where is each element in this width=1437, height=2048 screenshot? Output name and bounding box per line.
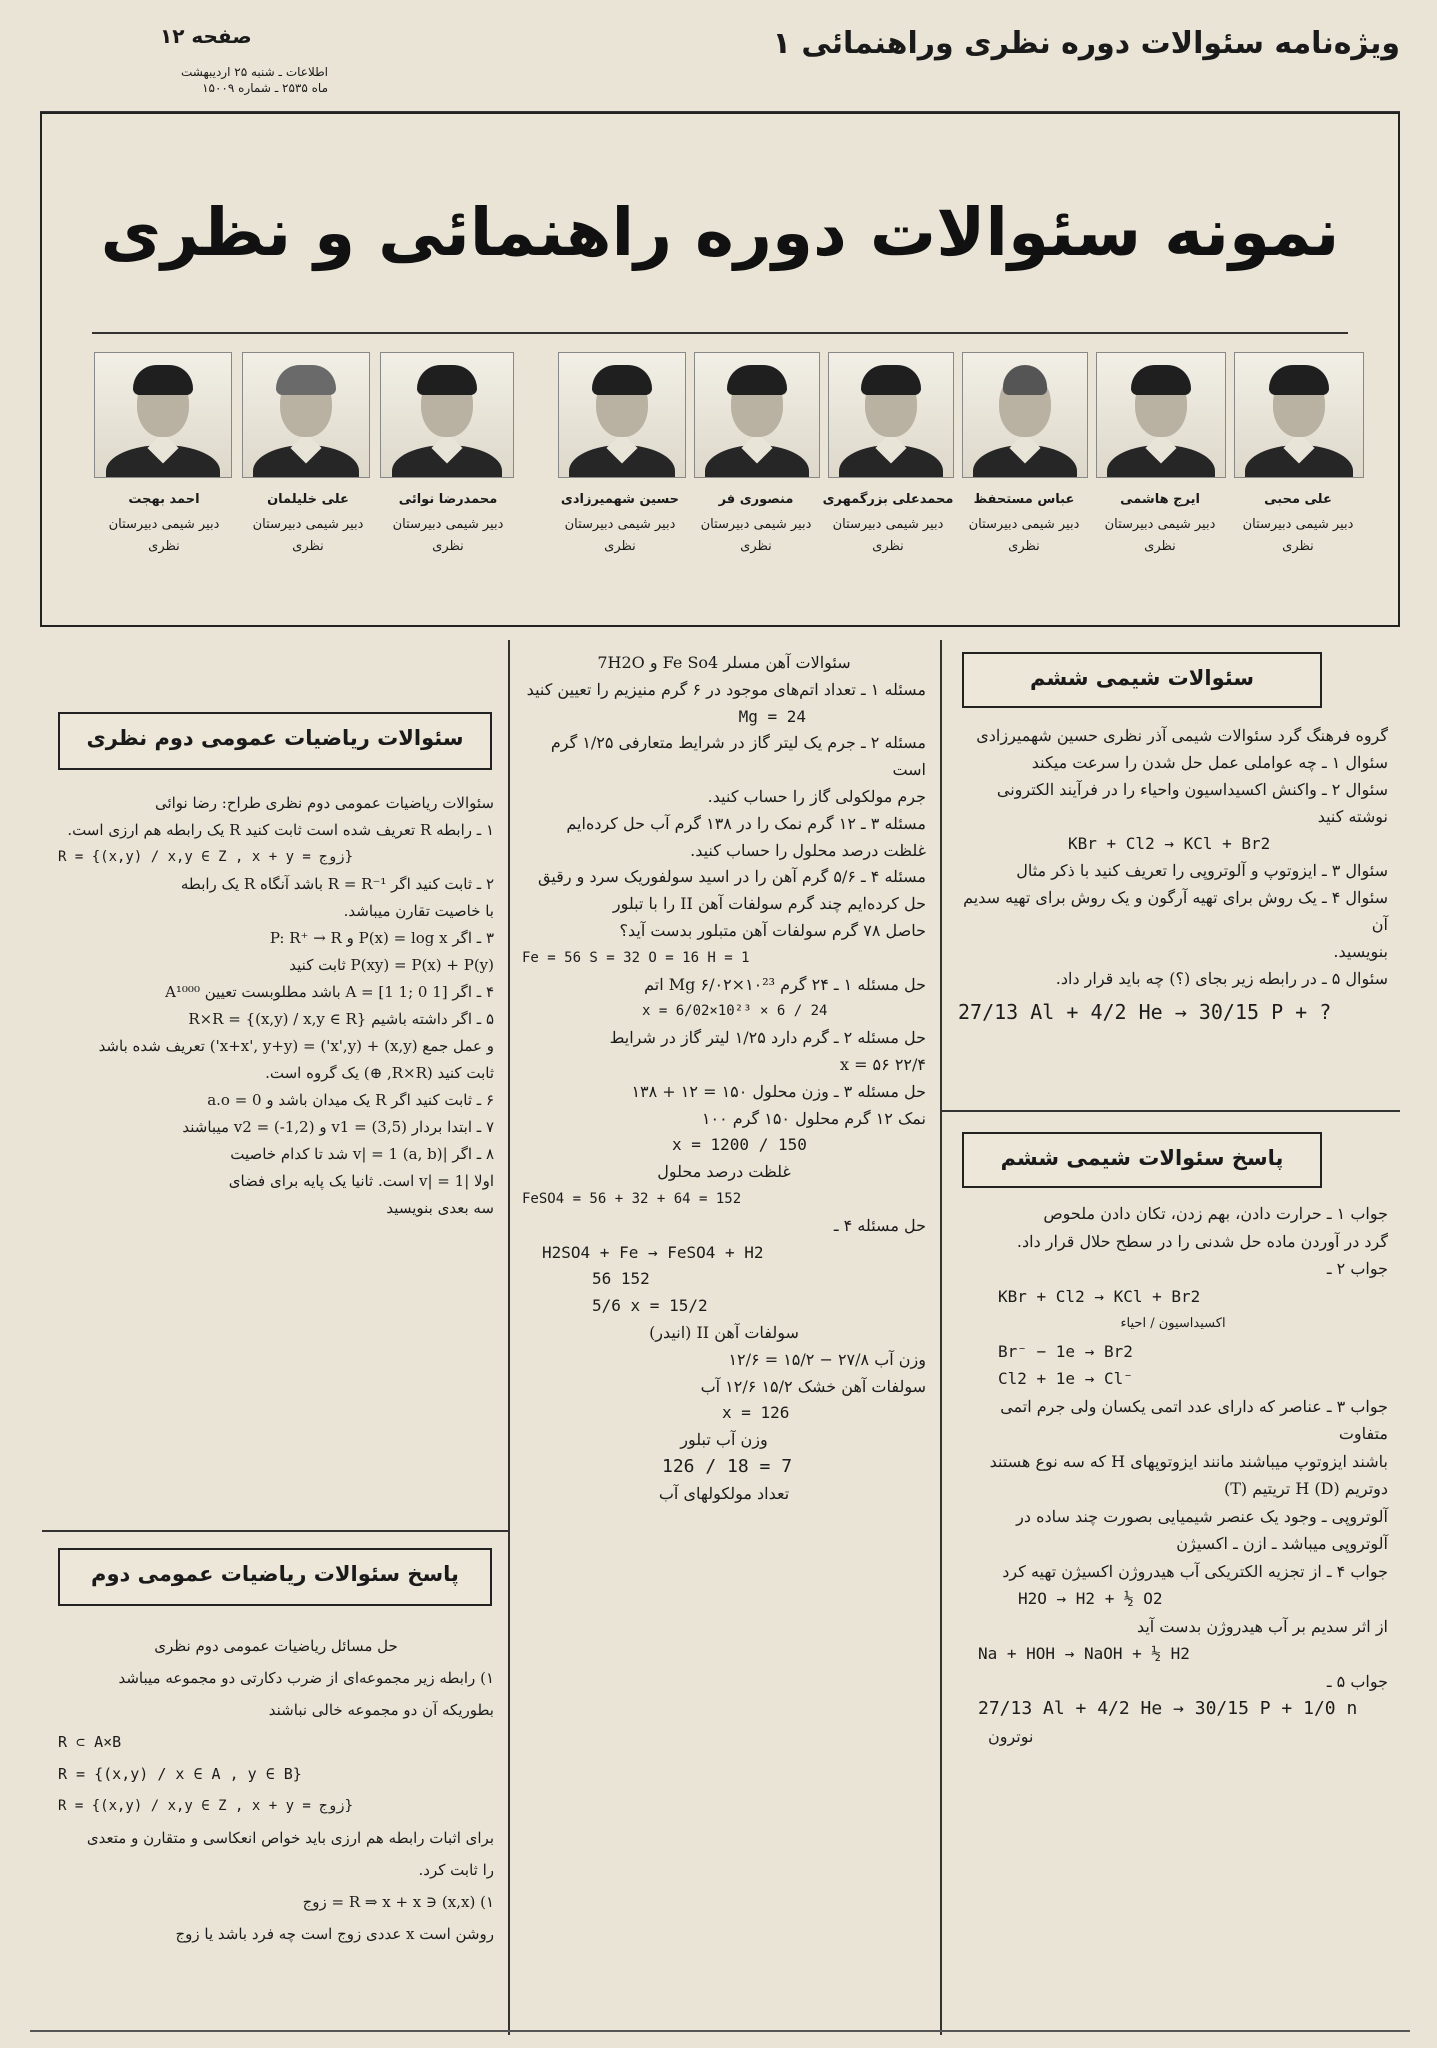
teacher-photo — [94, 352, 232, 478]
teacher-name: عباس مستحفظ — [973, 492, 1075, 507]
title-divider — [92, 332, 1348, 334]
middle-problems: سئوالات آهن مسلر Fe So4 و 7H2O مسئله ۱ ـ تعداد اتم‌های موجود در ۶ گرم منیزیم را تعیین کنید Mg = 24 مسئله ۲ ـ جرم یک لیتر گاز در شرایط متعارفی ۱/۲۵ گرم است جرم مولکولی گاز را حساب کنید. مسئله ۳ ـ ۱۲ گرم نمک را در ۱۳۸ گرم آب حل کرده‌ایم غلظت درصد محلول را حساب کنید. مسئله ۴ ـ ۵/۶ گرم آهن را در اسید سولفوریک سرد و رقیق حل کرده‌ایم چند گرم سولفات آهن II را با تبلور حاصل ۷۸ گرم سولفات آهن متبلور بدست آید؟ Fe = 56 S = 32 O = 16 H = 1 حل مسئله ۱ ـ ۲۴ گرم Mg ۶/۰۲×۱۰²³ اتم x = 6/02×10²³ × 6 / 24 حل مسئله ۲ ـ گرم دارد ۱/۲۵ لیتر گاز در شرایط x = ۵۶ ۲۲/۴ حل مسئله ۳ ـ وزن محلول ۱۵۰ = ۱۲ + ۱۳۸ نمک ۱۲ گرم محلول ۱۵۰ گرم ۱۰۰ x = 1200 / 150 غلظت درصد محلول FeSO4 = 56 + 32 + 64 = 152 حل مسئله ۴ ـ H2SO4 + Fe → FeSO4 + H2 56 152 5/6 x = 15/2 سولفات آهن II (انیدر) وزن آب ۲۷/۸ − ۱۵/۲ = ۱۲/۶ سولفات آهن خشک ۱۵/۲ ۱۲/۶ آب x = 126 وزن آب تبلور 126 / 18 = 7 تعداد مولکولهای آب — [522, 653, 926, 1503]
section-divider — [942, 1110, 1400, 1112]
teacher-photo — [558, 352, 686, 478]
teacher-name: منصوری فر — [718, 492, 794, 507]
teacher-role: دبیر شیمی دبیرستان نظری — [968, 517, 1080, 554]
teacher-role: دبیر شیمی دبیرستان نظری — [700, 517, 812, 554]
teacher-name: حسین شهمیرزادی — [560, 492, 680, 507]
supplement-title: ویژه‌نامه سئوالات دوره نظری وراهنمائی ۱ — [772, 26, 1400, 61]
teacher-role: دبیر شیمی دبیرستان نظری — [1242, 517, 1354, 554]
column-divider — [508, 640, 510, 2035]
teacher-role: دبیر شیمی دبیرستان نظری — [392, 517, 504, 554]
teacher-role: دبیر شیمی دبیرستان نظری — [252, 517, 364, 554]
chem-answers-body: جواب ۱ ـ حرارت دادن، بهم زدن، تکان دادن ملحوص گرد در آوردن ماده حل شدنی را در سطح حلال قرار داد. جواب ۲ ـ KBr + Cl2 → KCl + Br2 اکسیداسیون / احیاء Br⁻ − 1e → Br2 Cl2 + 1e → Cl⁻ جواب ۳ ـ عناصر که دارای عدد اتمی یکسان ولی جرم اتمی متفاوت باشند ایزوتوپ میباشند مانند ایزوتوپهای H که سه نوع هستند دوتریم (D) H تریتیم (T) آلوتروپی ـ وجود یک عنصر شیمیایی بصورت چند ساده در آلوتروپی میباشد ـ ازن ـ اکسیژن جواب ۴ ـ از تجزیه الکتریکی آب هیدروژن اکسیژن تهیه کرد H2O → H2 + ½ O2 از اثر سدیم بر آب هیدروژن بدست آید Na + HOH → NaOH + ½ H2 جواب ۵ ـ 27/13 Al + 4/2 He → 30/15 P + 1/0 n نوترون — [978, 1204, 1388, 1746]
math-answers-heading: پاسخ سئوالات ریاضیات عمومی دوم — [58, 1548, 492, 1606]
issue-number: ماه ۲۵۳۵ ـ شماره ۱۵۰۰۹ — [202, 81, 328, 95]
teacher-name: احمد بهجت — [128, 492, 200, 507]
teacher-name: ایرج هاشمی — [1120, 492, 1200, 507]
teacher-photo — [828, 352, 954, 478]
teacher-photo — [962, 352, 1088, 478]
teacher-photo — [1096, 352, 1226, 478]
masthead — [40, 18, 1400, 113]
math-questions-heading: سئوالات ریاضیات عمومی دوم نظری — [58, 712, 492, 770]
teacher-name: محمدرضا نوائی — [398, 492, 498, 507]
teacher-photo — [380, 352, 514, 478]
chem-questions-body: گروه فرهنگ گرد سئوالات شیمی آذر نظری حسین شهمیرزادی سئوال ۱ ـ چه عواملی عمل حل شدن را سرعت میکند سئوال ۲ ـ واکنش اکسیداسیون واحیاء را در فرآیند الکترونی نوشته کنید KBr + Cl2 → KCl + Br2 سئوال ۳ ـ ایزوتوپ و آلوتروپی را تعریف کنید با ذکر مثال سئوال ۴ ـ یک روش برای تهیه آرگون و یک روش برای تهیه سدیم آن بنویسید. سئوال ۵ ـ در رابطه زیر بجای (؟) چه باید قرار داد. 27/13 Al + 4/2 He → 30/15 P + ? — [958, 726, 1388, 1024]
math-questions-body: سئوالات ریاضیات عمومی دوم نظری طراح: رضا نوائی ۱ ـ رابطه R تعریف شده است ثابت کنید R یک رابطه هم ارزی است. R = {(x,y) / x,y ∈ Z , x + y = زوج} ۲ ـ ثابت کنید اگر R = R⁻¹ باشد آنگاه R یک رابطه با خاصیت تقارن میباشد. ۳ ـ اگر P(x) = log x و P: R⁺ → R P(xy) = P(x) + P(y) ثابت کنید ۴ ـ اگر A = [1 1; 0 1] باشد مطلوبست تعیین A¹⁰⁰⁰ ۵ ـ اگر داشته باشیم R×R = {(x,y) / x,y ∈ R} و عمل جمع (x,y) + (x',y') = (x+x', y+y') تعریف شده باشد ثابت کنید (R×R, ⊕) یک گروه است. ۶ ـ ثابت کنید اگر R یک میدان باشد و a.o = 0 ۷ ـ ابتدا بردار v1 = (3,5) و v2 = (-1,2) میباشند ۸ ـ اگر |v| = 1 (a, b) شد تا کدام خاصیت اولا |v| = 1 است. ثانیا یک پایه برای فضای سه بعدی بنویسید — [58, 794, 494, 1217]
column-divider — [940, 640, 942, 2035]
header-frame — [40, 112, 1400, 627]
teacher-photo — [694, 352, 820, 478]
page-title: نمونه سئوالات دوره راهنمائی و نظری — [100, 194, 1340, 271]
chem-questions-heading: سئوالات شیمی ششم — [962, 652, 1322, 708]
math-answers-body: حل مسائل ریاضیات عمومی دوم نظری ۱) رابطه زیر مجموعه‌ای از ضرب دکارتی دو مجموعه میباشد بطوریکه آن دو مجموعه خالی نباشند R ⊂ A×B R = {(x,y) / x ∈ A , y ∈ B} R = {(x,y) / x,y ∈ Z , x + y = زوج} برای اثبات رابطه هم ارزی باید خواص انعکاسی و متقارن و متعدی را ثابت کرد. ۱) (x,x) ∈ R ⇒ x + x = زوج روشن است x عددی زوج است چه فرد باشد یا زوج — [58, 1637, 494, 1943]
teacher-photo — [1234, 352, 1364, 478]
publication-info — [98, 64, 328, 96]
page-bottom-rule — [30, 2030, 1410, 2032]
teacher-role: دبیر شیمی دبیرستان نظری — [1104, 517, 1216, 554]
page-number: صفحه ۱۲ — [160, 24, 252, 48]
chem-answers-heading: پاسخ سئوالات شیمی ششم — [962, 1132, 1322, 1188]
publication-date: اطلاعات ـ شنبه ۲۵ اردیبهشت — [180, 65, 328, 79]
teacher-photo — [242, 352, 370, 478]
teacher-role: دبیر شیمی دبیرستان نظری — [564, 517, 676, 554]
teacher-name: علی خلیلمان — [267, 492, 349, 507]
teacher-name: محمدعلی بزرگمهری — [822, 492, 954, 507]
teacher-role: دبیر شیمی دبیرستان نظری — [832, 517, 944, 554]
teacher-role: دبیر شیمی دبیرستان نظری — [108, 517, 220, 554]
section-divider — [42, 1530, 508, 1532]
teacher-name: علی محبی — [1264, 492, 1332, 507]
